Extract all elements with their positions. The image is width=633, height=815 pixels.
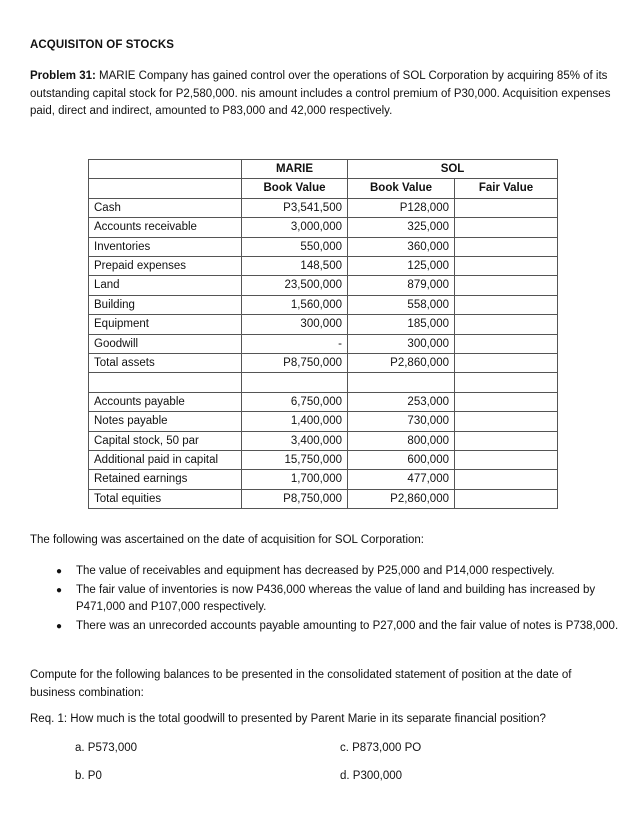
marie-value: 550,000 (242, 237, 348, 256)
sol-value: 477,000 (348, 470, 455, 489)
marie-value: 6,750,000 (242, 392, 348, 411)
table-row (89, 315, 558, 334)
marie-value: 23,500,000 (242, 276, 348, 295)
row-label: Equipment (89, 315, 242, 334)
row-label: Goodwill (89, 334, 242, 353)
option-a: a. P573,000 (75, 742, 138, 754)
table-row (89, 295, 558, 314)
table-row (89, 237, 558, 256)
table-row (89, 451, 558, 470)
fair-value-cell (455, 315, 558, 334)
facts-list (56, 563, 633, 637)
marie-value: 300,000 (242, 315, 348, 334)
sol-value: 600,000 (348, 451, 455, 470)
marie-value: 3,400,000 (242, 431, 348, 450)
marie-value: P8,750,000 (242, 354, 348, 373)
list-item (56, 618, 633, 636)
fact-text: The value of receivables and equipment has decreased by P25,000 and P14,000 respectively. (76, 565, 555, 577)
fair-value-cell (455, 470, 558, 489)
sol-value: P2,860,000 (348, 354, 455, 373)
fair-value-cell (455, 412, 558, 431)
list-item (56, 582, 633, 617)
row-label: Capital stock, 50 par (89, 431, 242, 450)
table-row (89, 431, 558, 450)
sol-value: 360,000 (348, 237, 455, 256)
table-row (89, 276, 558, 295)
fair-value-cell (455, 334, 558, 353)
marie-value: 1,400,000 (242, 412, 348, 431)
balance-sheet-table (88, 159, 558, 509)
marie-value: 3,000,000 (242, 218, 348, 237)
sol-value: 253,000 (348, 392, 455, 411)
sol-fair-value-header: Fair Value (455, 179, 558, 198)
spacer-cell (89, 373, 242, 392)
fair-value-cell (455, 431, 558, 450)
row-label: Notes payable (89, 412, 242, 431)
sol-value: 879,000 (348, 276, 455, 295)
table-header-row (89, 160, 558, 179)
spacer-cell (348, 373, 455, 392)
marie-header: MARIE (242, 160, 348, 179)
requirement-question: Req. 1: How much is the total goodwill to presented by Parent Marie in its separate financial position? (30, 713, 546, 725)
marie-book-value-header: Book Value (242, 179, 348, 198)
table-row (89, 470, 558, 489)
subheader-blank (89, 179, 242, 198)
table-subheader-row (89, 179, 558, 198)
row-label: Building (89, 295, 242, 314)
fact-text: The fair value of inventories is now P436,000 whereas the value of land and building has increased by P471,000 and P107,000 respectively. (76, 583, 596, 614)
row-label: Total assets (89, 354, 242, 373)
table-row (89, 412, 558, 431)
row-label: Retained earnings (89, 470, 242, 489)
spacer-row (89, 373, 558, 392)
fair-value-cell (455, 489, 558, 508)
intro-text: The following was ascertained on the date of acquisition for SOL Corporation: (30, 534, 424, 546)
fair-value-cell (455, 451, 558, 470)
problem-label: Problem 31: (30, 70, 96, 82)
row-label: Total equities (89, 489, 242, 508)
bullet-icon: ● (56, 566, 63, 577)
spacer-cell (455, 373, 558, 392)
fair-value-cell (455, 392, 558, 411)
header-blank (89, 160, 242, 179)
fair-value-cell (455, 354, 558, 373)
fair-value-cell (455, 257, 558, 276)
row-label: Inventories (89, 237, 242, 256)
fact-text: There was an unrecorded accounts payable amounting to P27,000 and the fair value of notes is P738,000. (76, 620, 619, 633)
problem-text: MARIE Company has gained control over the operations of SOL Corporation by acquiring 85% of its outstanding capital stock for P2,580,000. nis amount includes a control premium of P30,000. Acquisition expenses paid, direct and indirect, amounted to P83,000 and 42,000 respectively. (30, 70, 611, 117)
list-item (56, 563, 633, 581)
row-label: Accounts payable (89, 392, 242, 411)
table-row (89, 198, 558, 217)
marie-value: 1,700,000 (242, 470, 348, 489)
spacer-cell (242, 373, 348, 392)
table-row (89, 218, 558, 237)
option-d: d. P300,000 (340, 770, 403, 782)
compute-instruction: Compute for the following balances to be presented in the consolidated statement of position at the date of business combination: (30, 669, 572, 699)
table-row (89, 334, 558, 353)
table-row (89, 392, 558, 411)
marie-value: 15,750,000 (242, 451, 348, 470)
row-label: Prepaid expenses (89, 257, 242, 276)
option-c: c. P873,000 PO (340, 742, 422, 754)
sol-value: 300,000 (348, 334, 455, 353)
table-row (89, 257, 558, 276)
sol-header: SOL (348, 160, 558, 179)
bullet-icon: ● (56, 621, 63, 633)
marie-value: 1,560,000 (242, 295, 348, 314)
fair-value-cell (455, 276, 558, 295)
sol-value: 558,000 (348, 295, 455, 314)
sol-value: 800,000 (348, 431, 455, 450)
row-label: Cash (89, 198, 242, 217)
sol-value: 125,000 (348, 257, 455, 276)
fair-value-cell (455, 237, 558, 256)
marie-value: - (242, 334, 348, 353)
fair-value-cell (455, 218, 558, 237)
row-label: Land (89, 276, 242, 295)
sol-value: P128,000 (348, 198, 455, 217)
sol-value: 185,000 (348, 315, 455, 334)
row-label: Accounts receivable (89, 218, 242, 237)
table-row (89, 354, 558, 373)
problem-statement (30, 68, 615, 121)
fair-value-cell (455, 198, 558, 217)
sol-book-value-header: Book Value (348, 179, 455, 198)
sol-value: 730,000 (348, 412, 455, 431)
bullet-icon: ● (56, 584, 63, 596)
page-title: ACQUISITON OF STOCKS (30, 39, 175, 51)
marie-value: P8,750,000 (242, 489, 348, 508)
row-label: Additional paid in capital (89, 451, 242, 470)
sol-value: P2,860,000 (348, 489, 455, 508)
option-b: b. P0 (75, 770, 102, 782)
fair-value-cell (455, 295, 558, 314)
marie-value: 148,500 (242, 257, 348, 276)
sol-value: 325,000 (348, 218, 455, 237)
table-row (89, 489, 558, 508)
marie-value: P3,541,500 (242, 198, 348, 217)
